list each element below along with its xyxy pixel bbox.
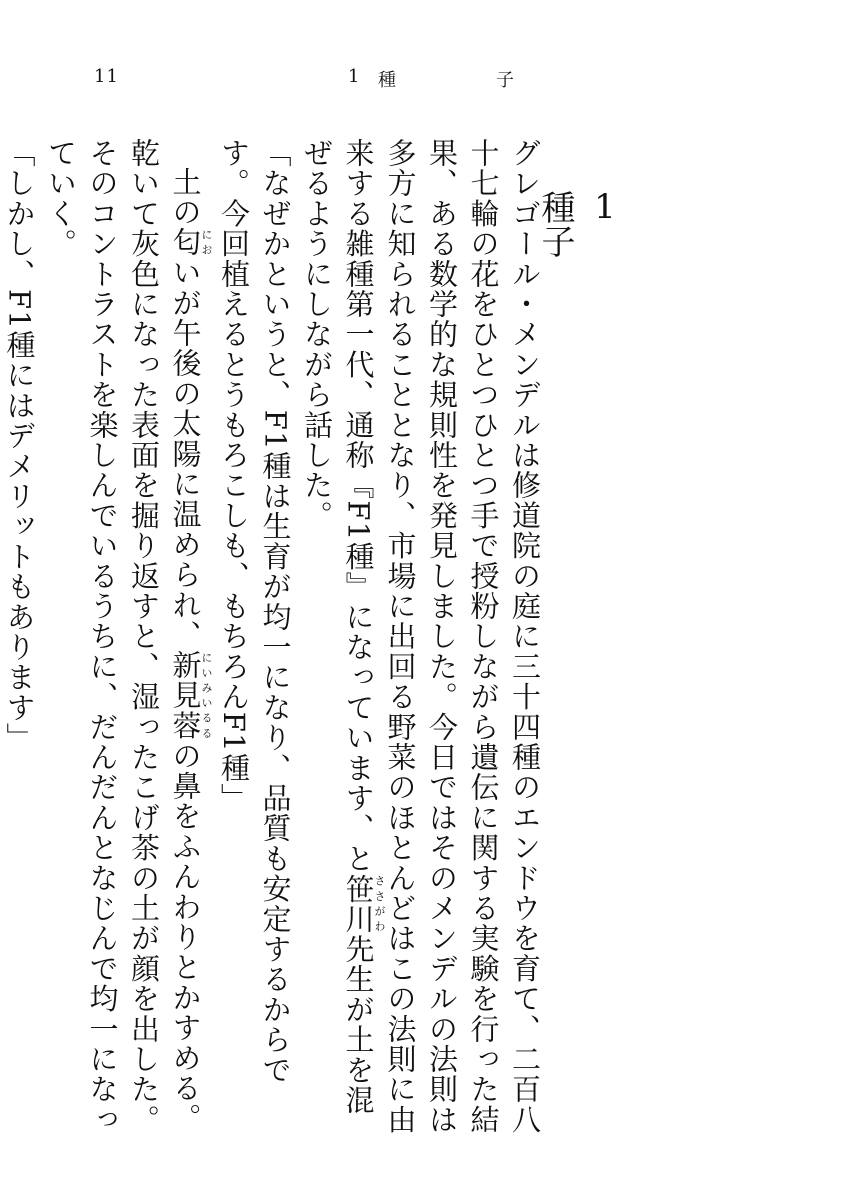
paragraph-4: 「しかし、F1種にはデメリットもあります」 (2, 138, 37, 753)
ruby-base: 新見蓉 (168, 650, 203, 741)
ruby-niimi-ruru (168, 650, 213, 741)
body-text (0, 138, 545, 1138)
running-head-title-char-2: 子 (496, 70, 514, 91)
chapter-number: 1 (594, 190, 616, 224)
page-number: 11 (94, 66, 119, 87)
chapter-title: 種子 (535, 190, 575, 258)
paragraph-1-text: グレゴール・メンデルは修道院の庭に三十四種のエンドウを育て、二百八十七輪の花をひとつひとつ手で授粉しながら遺伝に関する実験を行った結果、ある数学的な規則性を発見しました。今日ではそのメンデルの法則は多方に知られることとなり、市場に出回る野菜のほとんどはこの法則に由来する雑種第一代、通称『F1種』になっています、と (341, 138, 542, 1135)
paragraph-2: 「なぜかというと、F1種は生育が均一になり、品質も安定するからです。今回植えるとうもろこしも、もちろんF1種」 (217, 138, 293, 1085)
ruby-reading: ささがわ (373, 873, 386, 934)
running-head (348, 66, 514, 92)
paragraph-1-tail: 先生が土を混ぜるようにしながら話した。 (300, 138, 376, 1116)
ruby-base: 匂 (168, 227, 203, 258)
ruby-reading: にいみいるる (200, 650, 213, 741)
paragraph-3-head: 土の (168, 167, 203, 228)
ruby-base: 笹川 (341, 873, 376, 934)
paragraph-3-mid: いが午後の太陽に温められ、 (168, 257, 203, 651)
ruby-sasagawa (341, 873, 386, 934)
running-head-chapter-number: 1 (348, 66, 360, 87)
paragraph-3 (40, 138, 213, 1138)
running-head-title-char-1: 種 (378, 70, 396, 91)
paragraph-1 (296, 138, 546, 1138)
paragraph-3-tail: の鼻をふんわりとかすめる。乾いて灰色になった表面を掘り返すと、湿ったこげ茶の土が顔を出した。そのコントラストを楽しんでいるうちに、だんだんとなじんで均一になっていく。 (44, 138, 203, 1135)
ruby-nio (168, 227, 213, 258)
ruby-reading: にお (200, 227, 213, 258)
chapter-heading (535, 190, 630, 258)
